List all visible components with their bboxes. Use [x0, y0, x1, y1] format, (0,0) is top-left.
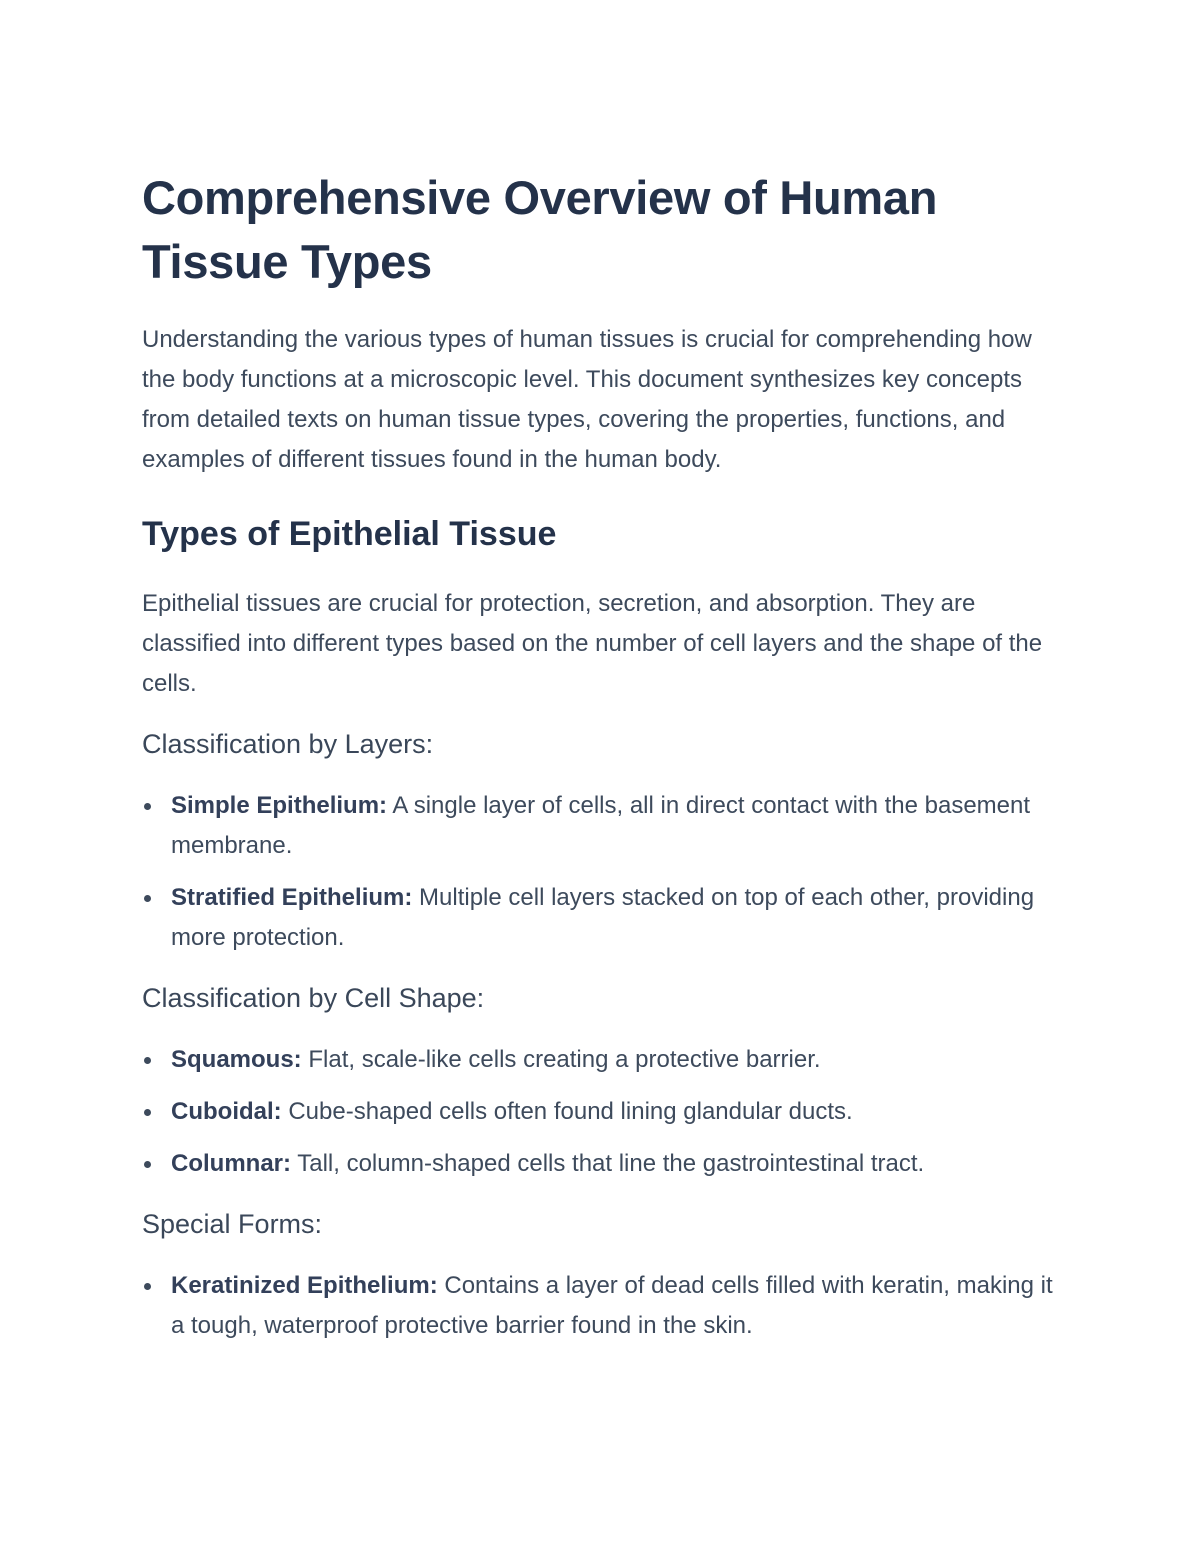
list-item-text: Tall, column-shaped cells that line the gastrointestinal tract.	[291, 1150, 925, 1177]
layers-list	[142, 786, 1067, 958]
list-item-term: Keratinized Epithelium:	[171, 1272, 438, 1299]
list-item-term: Squamous:	[171, 1046, 302, 1073]
bullet-icon	[144, 1109, 151, 1116]
list-item-text: A single layer of cells, all in direct contact with the basement membrane.	[171, 792, 1031, 859]
list-item	[142, 1040, 1067, 1080]
intro-paragraph: Understanding the various types of human tissues is crucial for comprehending how the body functions at a microscopic level. This document synthesizes key concepts from detailed texts on human tissue types, covering the properties, functions, and examples of different tissues found in the human body.	[142, 326, 1032, 473]
list-item-term: Stratified Epithelium:	[171, 884, 413, 911]
section-intro-paragraph: Epithelial tissues are crucial for protection, secretion, and absorption. They are classified into different types based on the number of cell layers and the shape of the cells.	[142, 590, 1043, 697]
subheading-layers: Classification by Layers:	[142, 729, 434, 759]
list-item	[142, 1144, 1067, 1184]
list-item-term: Columnar:	[171, 1150, 291, 1177]
bullet-icon	[144, 1161, 151, 1168]
list-item-text: Cube-shaped cells often found lining glandular ducts.	[281, 1098, 853, 1125]
special-list	[142, 1266, 1067, 1346]
bullet-icon	[144, 803, 151, 810]
list-item-text: Multiple cell layers stacked on top of each other, providing more protection.	[171, 884, 1035, 951]
shape-list	[142, 1040, 1067, 1184]
list-item-text: Contains a layer of dead cells filled with keratin, making it a tough, waterproof protective barrier found in the skin.	[171, 1272, 1053, 1339]
subheading-cell-shape: Classification by Cell Shape:	[142, 983, 485, 1013]
page-title: Comprehensive Overview of Human Tissue Types	[142, 171, 938, 288]
list-item-term: Cuboidal:	[171, 1098, 282, 1125]
list-item	[142, 1092, 1067, 1132]
list-item	[142, 878, 1067, 958]
list-item-text: Flat, scale-like cells creating a protective barrier.	[301, 1046, 821, 1073]
bullet-icon	[144, 1057, 151, 1064]
list-item	[142, 1266, 1067, 1346]
bullet-icon	[144, 1283, 151, 1290]
bullet-icon	[144, 895, 151, 902]
subheading-special-forms: Special Forms:	[142, 1209, 323, 1239]
document-page	[142, 166, 1067, 1358]
list-item	[142, 786, 1067, 866]
list-item-term: Simple Epithelium:	[171, 792, 388, 819]
section-heading-epithelial: Types of Epithelial Tissue	[142, 515, 557, 553]
